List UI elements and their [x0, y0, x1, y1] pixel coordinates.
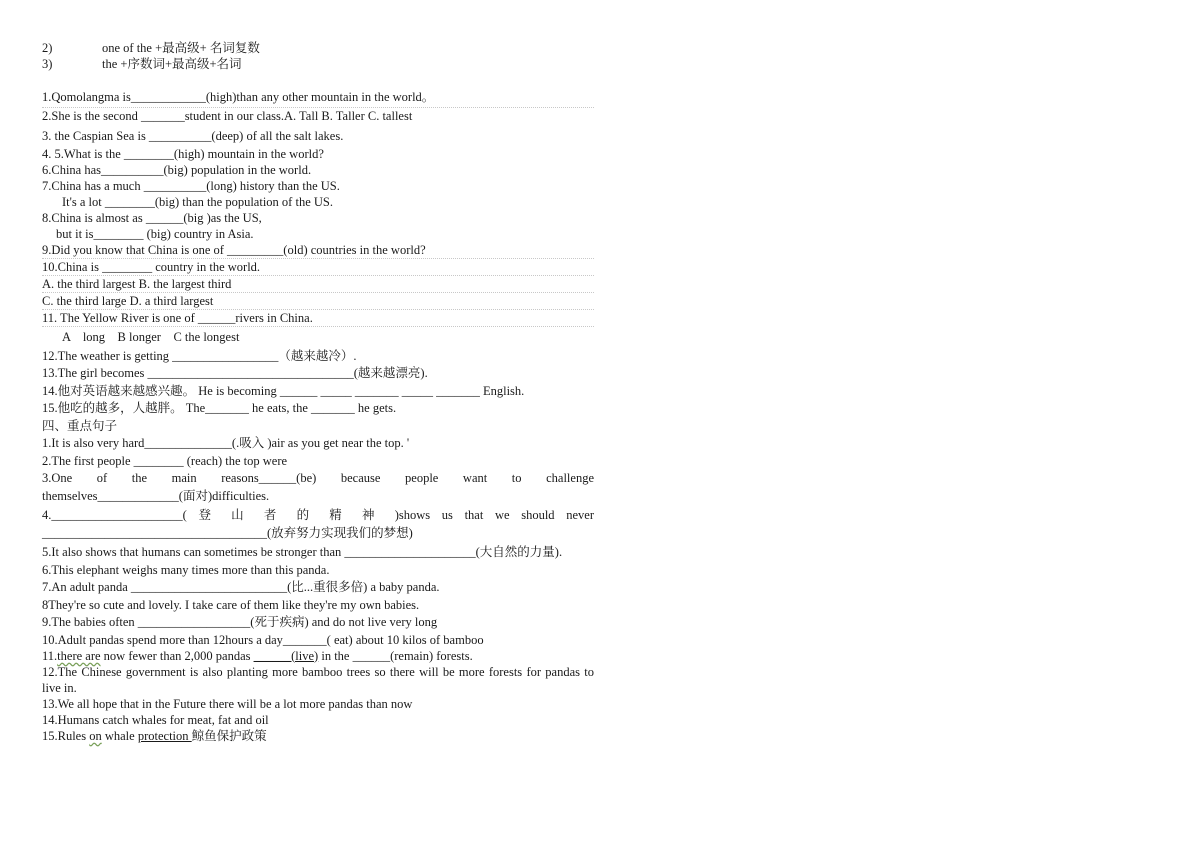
sentence-6: 6.This elephant weighs many times more than this panda.	[42, 562, 330, 577]
exercise-9: 9.Did you know that China is one of _________(old) countries in the world?	[42, 242, 594, 259]
rule-number: 2)	[42, 41, 53, 55]
exercise-3: 3. the Caspian Sea is __________(deep) of all the salt lakes.	[42, 129, 344, 143]
exercise-6: 6.China has__________(big) population in the world.	[42, 162, 312, 177]
rule-2	[42, 40, 594, 56]
exercise-10: 10.China is ________ country in the world.	[42, 259, 594, 276]
rule-number: 3)	[42, 57, 53, 71]
sentence-12: 12.The Chinese government is also planting more bamboo trees so there will be more forests for pandas to live in.	[42, 664, 594, 695]
sentence-15-on: on	[89, 728, 102, 743]
sentence-11-number: 11.	[42, 648, 58, 663]
exercise-7: 7.China has a much __________(long) history than the US.	[42, 178, 340, 193]
exercise-8-continued: but it is________ (big) country in Asia.	[56, 226, 254, 241]
worksheet	[42, 40, 594, 744]
sentence-11-middle: now fewer than 2,000 pandas	[100, 648, 254, 663]
exercise-4: 4. 5.What is the ________(high) mountain in the world?	[42, 146, 324, 161]
rule-text: one of the +最高级+ 名词复数	[102, 41, 260, 55]
sentence-7: 7.An adult panda _________________________(比...重很多倍) a baby panda.	[42, 580, 440, 594]
sentence-11-there-are: there are	[57, 648, 101, 663]
sentence-15-protection: protection	[137, 728, 192, 743]
sentence-11-end: in the ______(remain) forests.	[318, 648, 473, 663]
exercise-14: 14.他对英语越来越感兴趣。 He is becoming ______ _____ _______ _____ _______ English.	[42, 383, 525, 398]
sentence-2: 2.The first people ________ (reach) the top were	[42, 453, 288, 468]
sentence-4: 4._____________________( 登 山 者 的 精 神 )shows us that we should never	[42, 508, 594, 522]
exercise-1: 1.Qomolangma is____________(high)than any other mountain in the world。	[42, 89, 594, 108]
sentence-15-start: 15.Rules	[42, 728, 90, 743]
rule-text: the +序数词+最高级+名词	[102, 57, 242, 71]
exercise-12: 12.The weather is getting _________________（越来越冷）.	[42, 348, 357, 363]
sentence-4-continued: ____________________________________(放弃努力实现我们的梦想)	[42, 525, 413, 540]
exercise-7-continued: It's a lot ________(big) than the population of the US.	[62, 194, 333, 209]
sentence-15-end: 鲸鱼保护政策	[191, 728, 267, 743]
exercise-13: 13.The girl becomes _________________________________(越来越漂亮).	[42, 366, 428, 380]
exercise-10-options-ab: A. the third largest B. the largest third	[42, 276, 594, 293]
section-title: 四、重点句子	[42, 418, 118, 433]
sentence-10: 10.Adult pandas spend more than 12hours a day_______( eat) about 10 kilos of bamboo	[42, 632, 484, 647]
sentence-15-middle: whale	[101, 728, 138, 743]
sentence-9: 9.The babies often __________________(死于疾病) and do not live very long	[42, 615, 438, 629]
exercise-11: 11. The Yellow River is one of ______rivers in China.	[42, 310, 594, 327]
sentence-1: 1.It is also very hard______________(.吸入 )air as you get near the top. '	[42, 436, 410, 450]
rule-3	[42, 56, 594, 72]
sentence-14: 14.Humans catch whales for meat, fat and oil	[42, 712, 269, 727]
exercise-2: 2.She is the second _______student in our class.A. Tall B. Taller C. tallest	[42, 108, 413, 123]
sentence-3: 3.One of the main reasons______(be) because people want to challenge	[42, 471, 594, 485]
exercise-11-options: A long B longer C the longest	[62, 329, 240, 344]
sentence-5: 5.It also shows that humans can sometimes be stronger than _____________________(大自然的力量).	[42, 545, 563, 559]
sentence-11-live: ______(live)	[253, 648, 319, 663]
sentence-11	[42, 648, 594, 664]
sentence-15	[42, 728, 594, 744]
exercise-15: 15.他吃的越多，人越胖。 The_______ he eats, the _______ he gets.	[42, 401, 397, 415]
sentence-3-continued: themselves_____________(面对)difficulties.	[42, 488, 270, 503]
exercise-10-options-cd: C. the third large D. a third largest	[42, 293, 594, 310]
exercise-8: 8.China is almost as ______(big )as the US,	[42, 210, 262, 225]
sentence-8: 8They're so cute and lovely. I take care of them like they're my own babies.	[42, 597, 420, 612]
sentence-13: 13.We all hope that in the Future there will be a lot more pandas than now	[42, 696, 413, 711]
